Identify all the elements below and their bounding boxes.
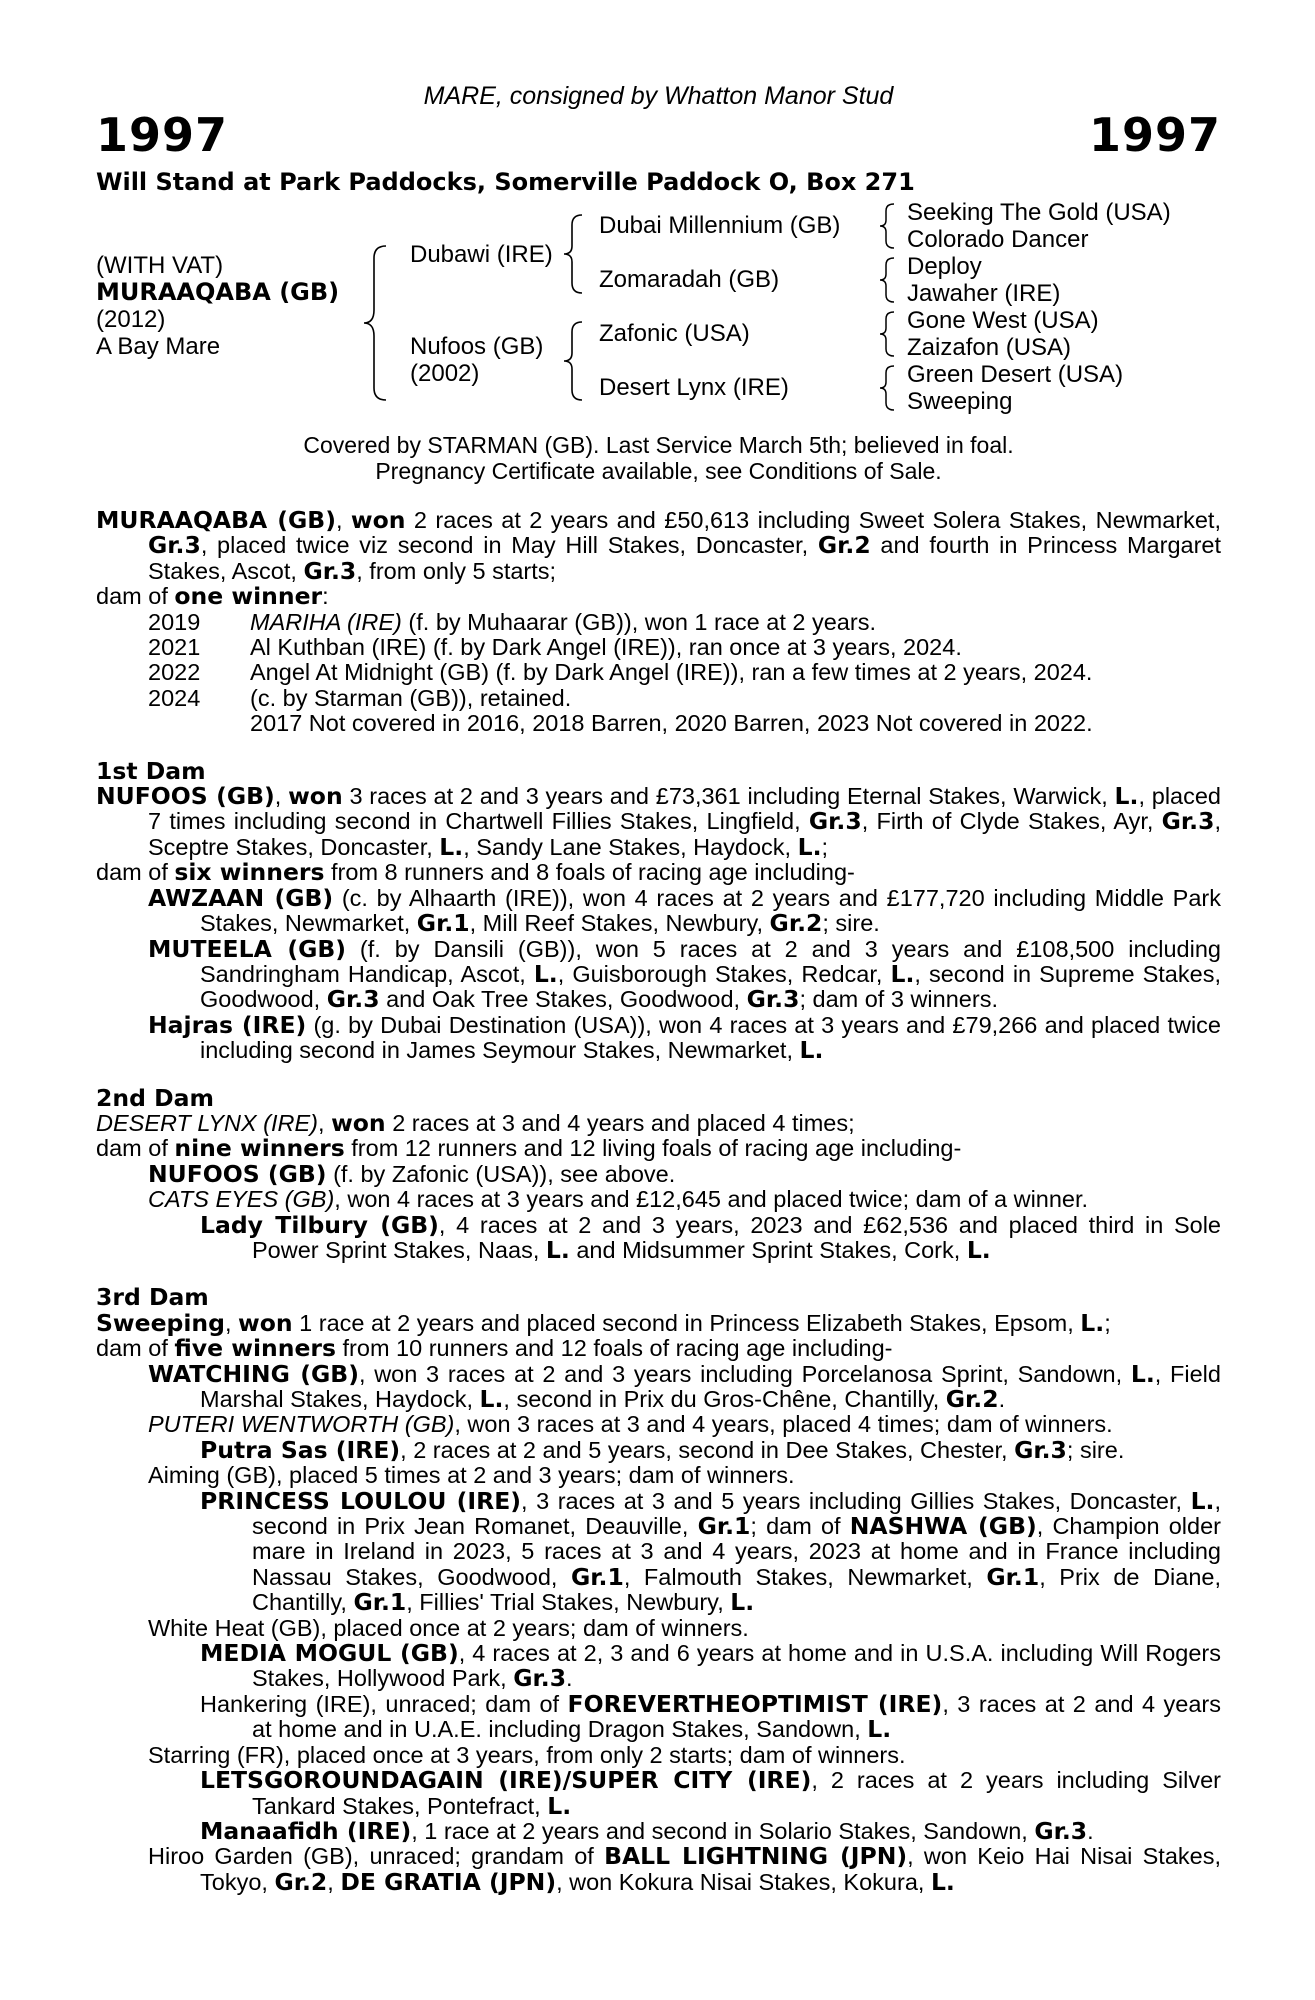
pedigree-brace-3a xyxy=(878,202,898,250)
horse-year: (2012) xyxy=(96,306,166,333)
mare-record: MURAAQABA (GB), won 2 races at 2 years and £50,613 including Sweet Solera Stakes, Newmarket, Gr.3, placed twice viz second in May Hill Stakes, Doncaster, Gr.2 and fourth in Princess Margaret Stakes, Ascot, Gr.3, from only 5 starts; xyxy=(96,506,1222,585)
lot-number-left: 1997 xyxy=(96,108,229,162)
progeny-entry: MUTEELA (GB) (f. by Dansili (GB)), won 5 races at 2 and 3 years and £108,500 including Sandringham Handicap, Ascot, L., Guisborough Stakes, Redcar, L., second in Supreme Stakes, Goodwood, Gr.3 and Oak Tree Stakes, Goodwood, Gr.3; dam of 3 winners. xyxy=(148,934,1221,1014)
second-dam-record: DESERT LYNX (IRE), won 2 races at 3 and 4 years and placed 4 times; xyxy=(96,1108,855,1137)
progeny-entry: Putra Sas (IRE), 2 races at 2 and 5 years, second in Dee Stakes, Chester, Gr.3; sire. xyxy=(200,1435,1125,1464)
ggsire-4: Green Desert (USA) xyxy=(907,361,1124,388)
progeny-entry: Hajras (IRE) (g. by Dubai Destination (USA)), won 4 races at 3 years and £79,266 and placed twice including second in James Seymour Stakes, Newmarket, L. xyxy=(148,1010,1221,1065)
ggsire-3: Gone West (USA) xyxy=(907,307,1099,334)
ggdam-4: Sweeping xyxy=(907,388,1013,415)
progeny-entry: NUFOOS (GB) (f. by Zafonic (USA)), see above. xyxy=(148,1159,676,1188)
third-dam-heading: 3rd Dam xyxy=(96,1283,209,1312)
third-dam-record: Sweeping, won 1 race at 2 years and placed second in Princess Elizabeth Stakes, Epsom, L.; xyxy=(96,1308,1111,1337)
progeny-entry: Hankering (IRE), unraced; dam of FOREVERTHEOPTIMIST (IRE), 3 races at 2 and 4 years at home and in U.A.E. including Dragon Stakes, Sandown, L. xyxy=(200,1689,1222,1744)
second-dam-heading: 2nd Dam xyxy=(96,1083,214,1112)
horse-description: A Bay Mare xyxy=(96,333,221,360)
dam-dam: Desert Lynx (IRE) xyxy=(599,374,789,401)
third-dam-dam-of: dam of five winners from 10 runners and 12 foals of racing age including- xyxy=(96,1334,893,1363)
horse-name: MURAAQABA (GB) xyxy=(96,278,340,306)
sire-name: Dubawi (IRE) xyxy=(410,241,553,268)
consignor-line: MARE, consigned by Whatton Manor Stud xyxy=(423,82,894,110)
pedigree-brace-dam xyxy=(562,320,586,402)
sire-dam: Zomaradah (GB) xyxy=(599,266,780,293)
ggdam-3: Zaizafon (USA) xyxy=(907,334,1072,361)
first-dam-record: NUFOOS (GB), won 3 races at 2 and 3 years and £73,361 including Eternal Stakes, Warwick, L., placed 7 times including second in Chartwell Fillies Stakes, Lingfield, Gr.3, Firth of Clyde Stakes, Ayr, Gr.3, Sceptre Stakes, Doncaster, L., Sandy Lane Stakes, Haydock, L.; xyxy=(96,782,1221,861)
progeny-entry: Lady Tilbury (GB), 4 races at 2 and 3 years, 2023 and £62,536 and placed third in Sole Power Sprint Stakes, Naas, L. and Midsummer Sprint Stakes, Cork, L. xyxy=(200,1210,1221,1264)
produce-row: 2021 Al Kuthban (IRE) (f. by Dark Angel (IRE)), ran once at 3 years, 2024. xyxy=(148,634,962,661)
certificate-line: Pregnancy Certificate available, see Conditions of Sale. xyxy=(375,458,942,484)
progeny-entry: WATCHING (GB), won 3 races at 2 and 3 years including Porcelanosa Sprint, Sandown, L., Field Marshal Stakes, Haydock, L., second in Prix du Gros-Chêne, Chantilly, Gr.2. xyxy=(148,1359,1221,1413)
progeny-entry: Manaafidh (IRE), 1 race at 2 years and second in Solario Stakes, Sandown, Gr.3. xyxy=(200,1816,1094,1845)
lot-number-right: 1997 xyxy=(1088,108,1221,162)
progeny-entry: Hiroo Garden (GB), unraced; grandam of BALL LIGHTNING (JPN), won Keio Hai Nisai Stakes, Tokyo, Gr.2, DE GRATIA (JPN), won Kokura Nisai Stakes, Kokura, L. xyxy=(148,1842,1221,1896)
produce-row: 2024 (c. by Starman (GB)), retained. xyxy=(148,684,572,711)
progeny-entry: Starring (FR), placed once at 3 years, from only 2 starts; dam of winners. xyxy=(148,1741,906,1768)
first-dam-dam-of: dam of six winners from 8 runners and 8 foals of racing age including- xyxy=(96,858,855,887)
pedigree-brace-3c xyxy=(878,310,898,358)
first-dam-heading: 1st Dam xyxy=(96,756,206,785)
pedigree-brace-main xyxy=(362,244,392,402)
vat-label: (WITH VAT) xyxy=(96,252,224,279)
progeny-entry: AWZAAN (GB) (c. by Alhaarth (IRE)), won 4 races at 2 years and £177,720 including Middle Park Stakes, Newmarket, Gr.1, Mill Reef Stakes, Newbury, Gr.2; sire. xyxy=(148,883,1221,938)
sire-sire: Dubai Millennium (GB) xyxy=(599,212,841,239)
ggdam-1: Colorado Dancer xyxy=(907,226,1089,253)
dam-sire: Zafonic (USA) xyxy=(599,320,750,347)
ggsire-1: Seeking The Gold (USA) xyxy=(907,199,1171,226)
second-dam-dam-of: dam of nine winners from 12 runners and 12 living foals of racing age including- xyxy=(96,1134,962,1163)
dam-name: Nufoos (GB) xyxy=(410,333,544,360)
progeny-entry: PRINCESS LOULOU (IRE), 3 races at 3 and 5 years including Gillies Stakes, Doncaster, L., second in Prix Jean Romanet, Deauville, Gr.1; dam of NASHWA (GB), Champion older mare in Ireland in 2023, 5 races at 3 and 4 years, 2023 at home and in France including Nassau Stakes, Goodwood, Gr.1, Falmouth Stakes, Newmarket, Gr.1, Prix de Diane, Chantilly, Gr.1, Fillies' Trial Stakes, Newbury, L. xyxy=(200,1486,1222,1617)
covered-line: Covered by STARMAN (GB). Last Service March 5th; believed in foal. xyxy=(303,432,1014,458)
ggdam-2: Jawaher (IRE) xyxy=(907,280,1061,307)
mare-dam-of: dam of one winner: xyxy=(96,582,329,611)
progeny-entry: White Heat (GB), placed once at 2 years; dam of winners. xyxy=(148,1614,749,1641)
progeny-entry: PUTERI WENTWORTH (GB), won 3 races at 3 and 4 years, placed 4 times; dam of winners. xyxy=(148,1411,1113,1438)
produce-row: 2019 MARIHA (IRE) (f. by Muhaarar (GB)), won 1 race at 2 years. xyxy=(148,608,876,635)
pedigree-brace-sire xyxy=(562,213,586,295)
ggsire-2: Deploy xyxy=(907,253,982,280)
catalogue-body xyxy=(96,508,1221,1895)
progeny-entry: LETSGOROUNDAGAIN (IRE)/SUPER CITY (IRE), 2 races at 2 years including Silver Tankard Stakes, Pontefract, L. xyxy=(200,1766,1221,1820)
pedigree-brace-3b xyxy=(878,256,898,304)
dam-year: (2002) xyxy=(410,360,480,387)
produce-row: 2017 Not covered in 2016, 2018 Barren, 2020 Barren, 2023 Not covered in 2022. xyxy=(250,710,1093,737)
stabling-location: Will Stand at Park Paddocks, Somerville Paddock O, Box 271 xyxy=(96,168,915,196)
progeny-entry: Aiming (GB), placed 5 times at 2 and 3 years; dam of winners. xyxy=(148,1462,795,1489)
pedigree-brace-3d xyxy=(878,364,898,412)
produce-row: 2022 Angel At Midnight (GB) (f. by Dark Angel (IRE)), ran a few times at 2 years, 2024. xyxy=(148,659,1093,686)
progeny-entry: CATS EYES (GB), won 4 races at 3 years and £12,645 and placed twice; dam of a winner. xyxy=(148,1186,1089,1213)
progeny-entry: MEDIA MOGUL (GB), 4 races at 2, 3 and 6 years at home and in U.S.A. including Will Rogers Stakes, Hollywood Park, Gr.3. xyxy=(200,1639,1221,1693)
